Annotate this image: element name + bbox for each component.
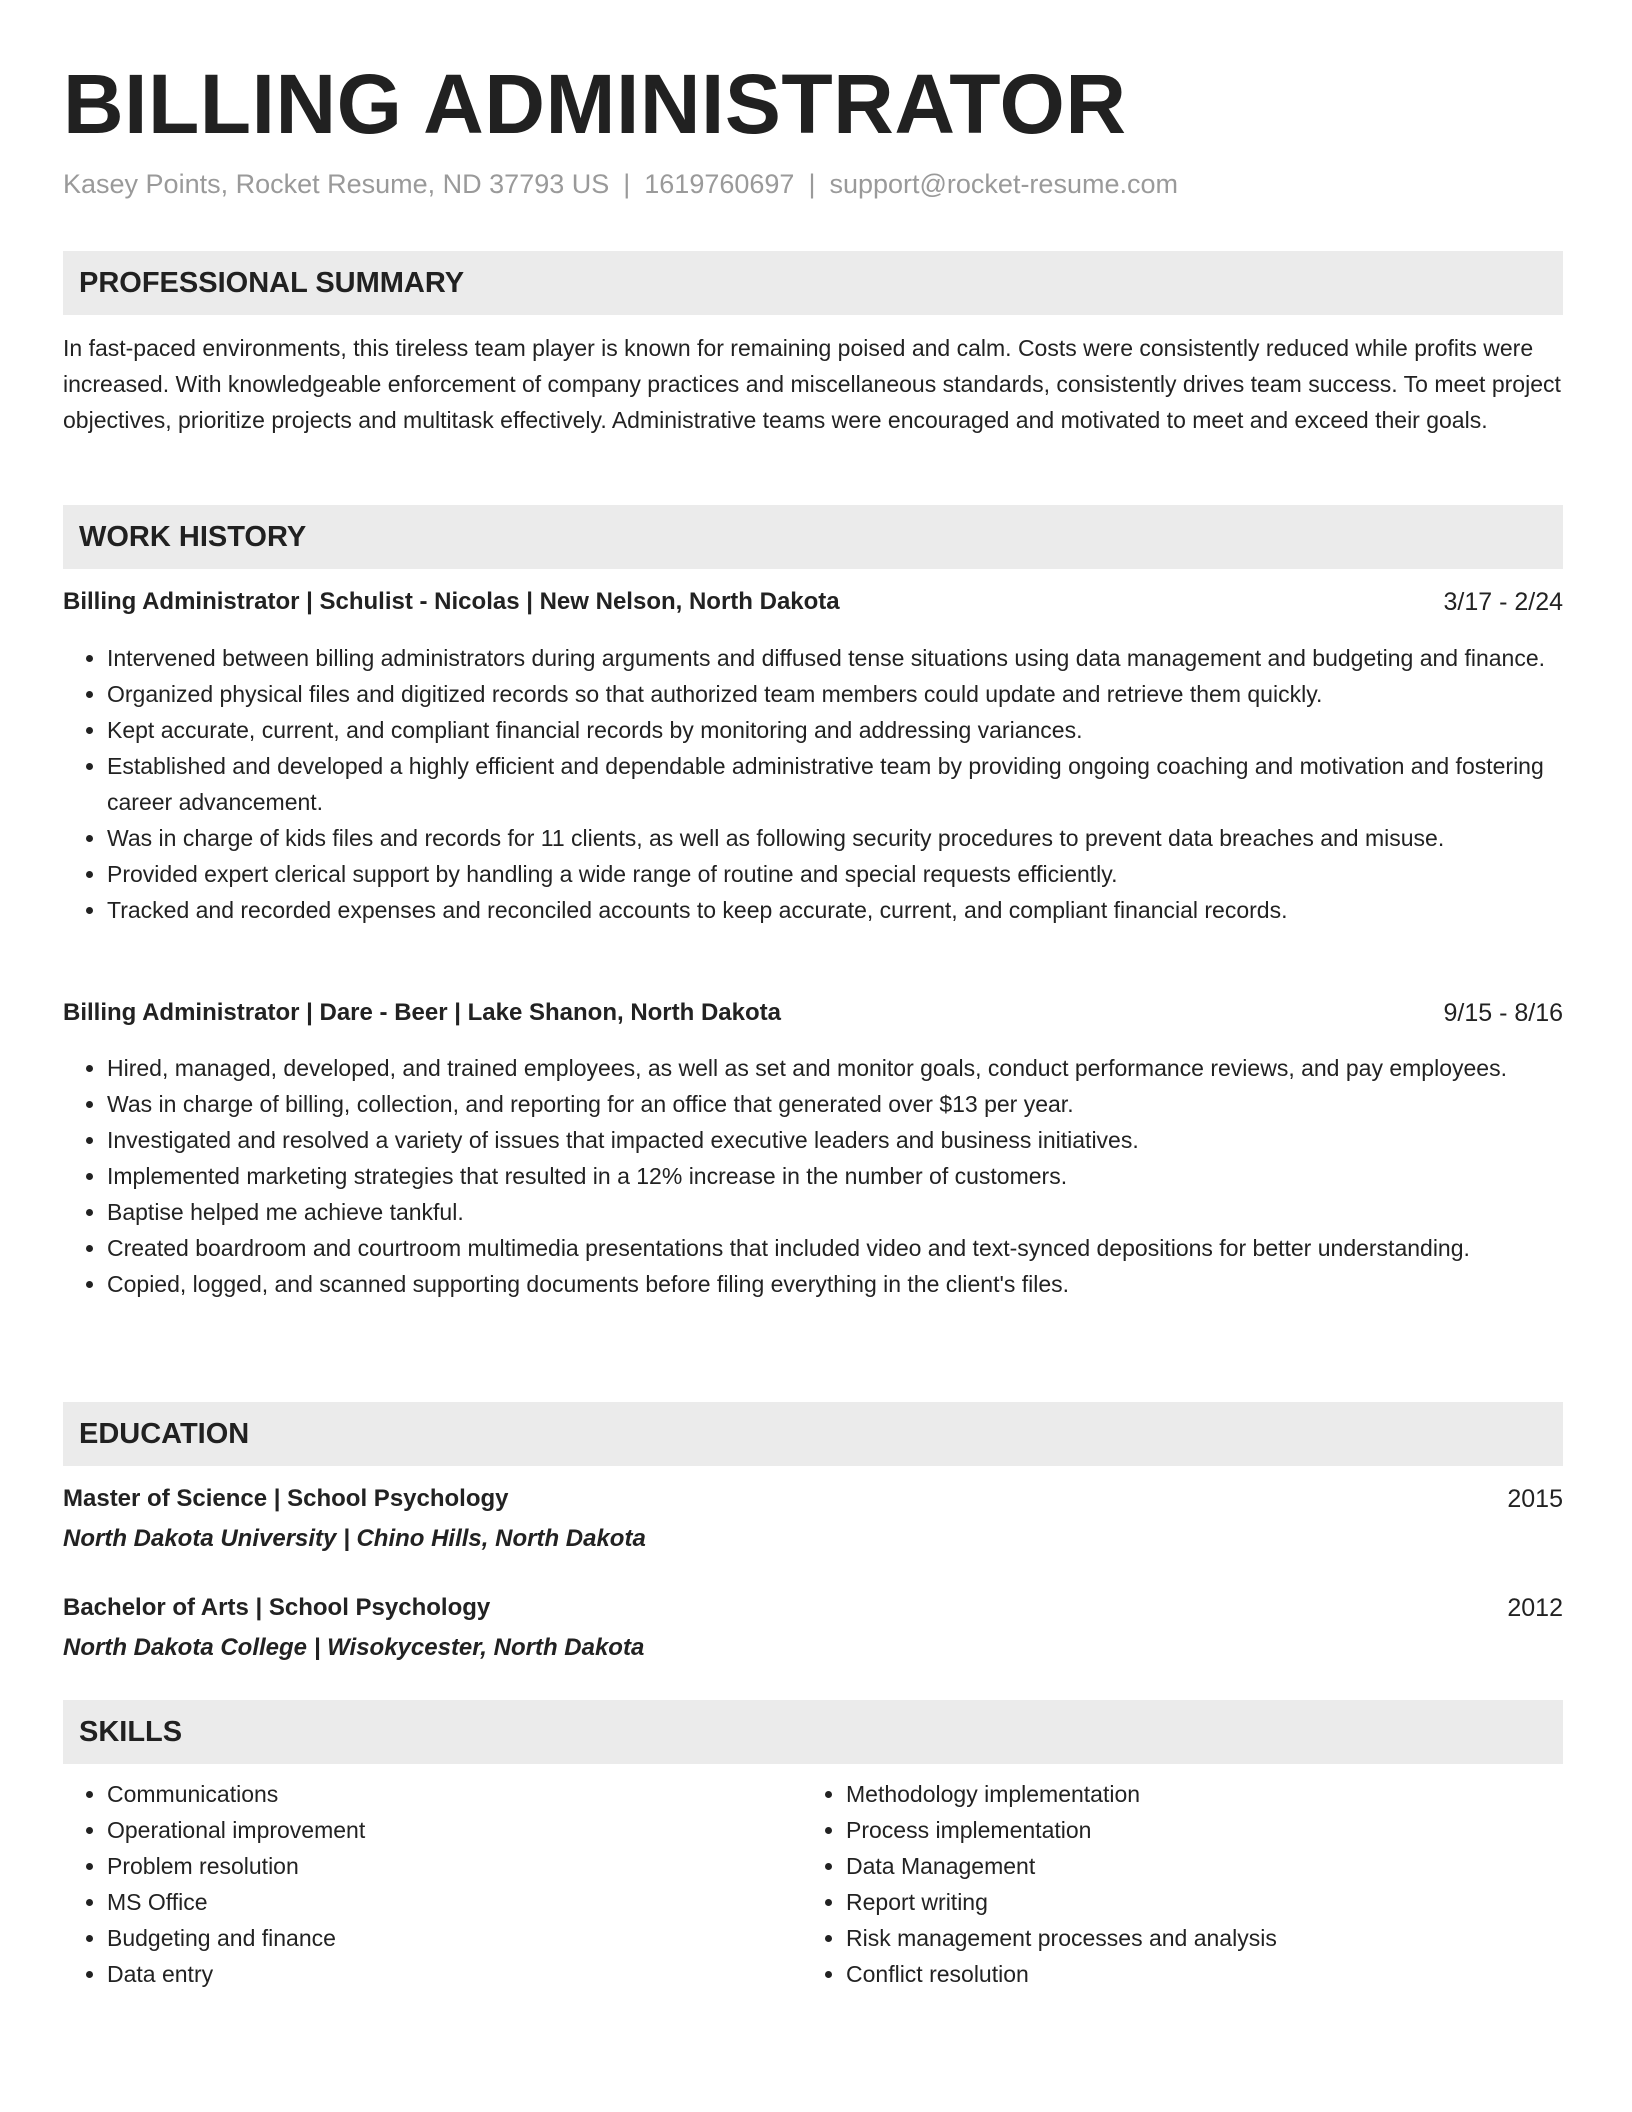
list-item: • Was in charge of billing, collection, and reporting for an office that generated over $13 per year. [107, 1086, 1563, 1122]
contact-line [63, 166, 1178, 202]
list-item: • Tracked and recorded expenses and reconciled accounts to keep accurate, current, and compliant financial records. [107, 892, 1563, 928]
list-item: • Process implementation [846, 1812, 1502, 1848]
resume-title: BILLING ADMINISTRATOR [63, 57, 1127, 151]
list-item: • Was in charge of kids files and records for 11 clients, as well as following security procedures to prevent data breaches and misuse. [107, 820, 1563, 856]
job-title: Billing Administrator | Dare - Beer | Lake Shanon, North Dakota [63, 999, 781, 1026]
school-name: North Dakota College | Wisokycester, North Dakota [63, 1634, 645, 1661]
job-bullet-list [63, 1050, 1563, 1302]
degree-title: Bachelor of Arts | School Psychology [63, 1594, 491, 1621]
job-bullet-list [63, 640, 1563, 928]
summary-text: In fast-paced environments, this tireless team player is known for remaining poised and calm. Costs were consistently reduced while profits were increased. With knowledgeable enforcement of company practices and miscellaneous standards, consistently drives team success. To meet project objectives, prioritize projects and multitask effectively. Administrative teams were encouraged and motivated to meet and exceed their goals. [63, 335, 1561, 433]
section-heading-skills: SKILLS [63, 1700, 1563, 1764]
list-item: • Established and developed a highly efficient and dependable administrative team by providing ongoing coaching and motivation and fostering career advancement. [107, 748, 1563, 820]
list-item: • Data entry [107, 1956, 763, 1992]
section-heading-summary: PROFESSIONAL SUMMARY [63, 251, 1563, 315]
contact-separator: | [808, 169, 816, 199]
list-item: • Copied, logged, and scanned supporting documents before filing everything in the client's files. [107, 1266, 1563, 1302]
list-item: • Communications [107, 1776, 763, 1812]
skills-list-left [63, 1776, 763, 1992]
list-item: • Kept accurate, current, and compliant financial records by monitoring and addressing variances. [107, 712, 1563, 748]
section-heading-work-history: WORK HISTORY [63, 505, 1563, 569]
list-item: • Data Management [846, 1848, 1502, 1884]
list-item: • Created boardroom and courtroom multimedia presentations that included video and text-synced depositions for better understanding. [107, 1230, 1563, 1266]
contact-address: Kasey Points, Rocket Resume, ND 37793 US [63, 169, 610, 199]
contact-email: support@rocket-resume.com [829, 169, 1178, 199]
list-item: • Implemented marketing strategies that resulted in a 12% increase in the number of customers. [107, 1158, 1563, 1194]
contact-separator: | [623, 169, 631, 199]
list-item: • Baptise helped me achieve tankful. [107, 1194, 1563, 1230]
list-item: • Hired, managed, developed, and trained employees, as well as set and monitor goals, conduct performance reviews, and pay employees. [107, 1050, 1563, 1086]
section-heading-education: EDUCATION [63, 1402, 1563, 1466]
skills-list-right [802, 1776, 1502, 1992]
job-dates: 9/15 - 8/16 [1443, 999, 1563, 1027]
list-item: • Provided expert clerical support by handling a wide range of routine and special requests efficiently. [107, 856, 1563, 892]
list-item: • Investigated and resolved a variety of issues that impacted executive leaders and business initiatives. [107, 1122, 1563, 1158]
degree-year: 2012 [1507, 1594, 1563, 1622]
degree-title: Master of Science | School Psychology [63, 1485, 509, 1512]
list-item: • Risk management processes and analysis [846, 1920, 1502, 1956]
list-item: • Problem resolution [107, 1848, 763, 1884]
job-title: Billing Administrator | Schulist - Nicolas | New Nelson, North Dakota [63, 588, 840, 615]
list-item: • Intervened between billing administrators during arguments and diffused tense situations using data management and budgeting and finance. [107, 640, 1563, 676]
contact-phone: 1619760697 [644, 169, 795, 199]
list-item: • Methodology implementation [846, 1776, 1502, 1812]
degree-year: 2015 [1507, 1485, 1563, 1513]
job-dates: 3/17 - 2/24 [1443, 588, 1563, 616]
list-item: • Budgeting and finance [107, 1920, 763, 1956]
list-item: • Operational improvement [107, 1812, 763, 1848]
school-name: North Dakota University | Chino Hills, North Dakota [63, 1525, 646, 1552]
list-item: • MS Office [107, 1884, 763, 1920]
list-item: • Organized physical files and digitized records so that authorized team members could update and retrieve them quickly. [107, 676, 1563, 712]
list-item: • Conflict resolution [846, 1956, 1502, 1992]
list-item: • Report writing [846, 1884, 1502, 1920]
